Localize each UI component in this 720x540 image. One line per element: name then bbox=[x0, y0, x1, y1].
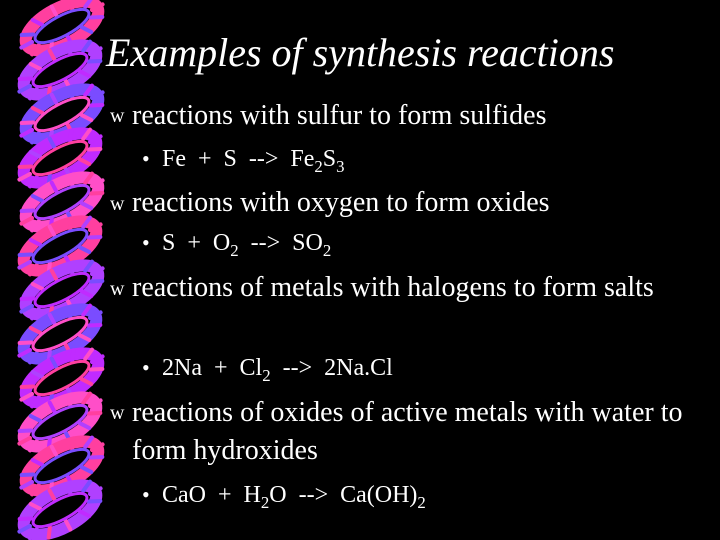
equation-text: S + O bbox=[162, 230, 231, 256]
sub-bullet-icon: • bbox=[142, 230, 150, 255]
equation-text: S bbox=[322, 146, 337, 172]
equation-text: CaO + H bbox=[162, 482, 261, 508]
equation-line bbox=[142, 228, 331, 258]
subscript: 3 bbox=[336, 156, 345, 176]
slide-title: Examples of synthesis reactions bbox=[106, 30, 615, 75]
subscript: 2 bbox=[417, 492, 426, 512]
equation-text: Fe + S --> Fe bbox=[162, 146, 315, 172]
subscript: 2 bbox=[322, 240, 332, 260]
subscript: 2 bbox=[262, 365, 271, 385]
bullet-text: reactions with sulfur to form sulfides bbox=[132, 100, 547, 131]
equation-text: --> SO bbox=[238, 230, 323, 256]
bullet-text: reactions of metals with halogens to form salts bbox=[132, 272, 654, 303]
equation-text: 2Na + Cl bbox=[162, 355, 263, 381]
sub-bullet-icon: • bbox=[142, 482, 150, 507]
equation-line bbox=[142, 480, 426, 510]
spiral-binding-decoration bbox=[0, 0, 110, 540]
equation-line bbox=[142, 144, 345, 174]
equation bbox=[162, 482, 426, 512]
subscript: 2 bbox=[314, 156, 323, 176]
equation bbox=[162, 146, 345, 176]
bullet-icon: w bbox=[110, 402, 125, 424]
bullet-text: reactions of oxides of active metals with water to form hydroxides bbox=[132, 397, 683, 466]
sub-bullet-icon: • bbox=[142, 146, 150, 171]
bullet-icon: w bbox=[110, 193, 125, 215]
equation bbox=[162, 230, 332, 260]
equation bbox=[162, 355, 393, 385]
bullet-icon: w bbox=[110, 105, 125, 127]
sub-bullet-icon: • bbox=[142, 355, 150, 380]
subscript: 2 bbox=[230, 240, 239, 260]
subscript: 2 bbox=[260, 492, 270, 512]
equation-text: --> 2Na.Cl bbox=[270, 355, 393, 381]
equation-text: O --> Ca(OH) bbox=[269, 482, 418, 508]
bullet-text: reactions with oxygen to form oxides bbox=[132, 187, 550, 218]
bullet-icon: w bbox=[110, 278, 125, 300]
equation-line bbox=[142, 353, 393, 383]
